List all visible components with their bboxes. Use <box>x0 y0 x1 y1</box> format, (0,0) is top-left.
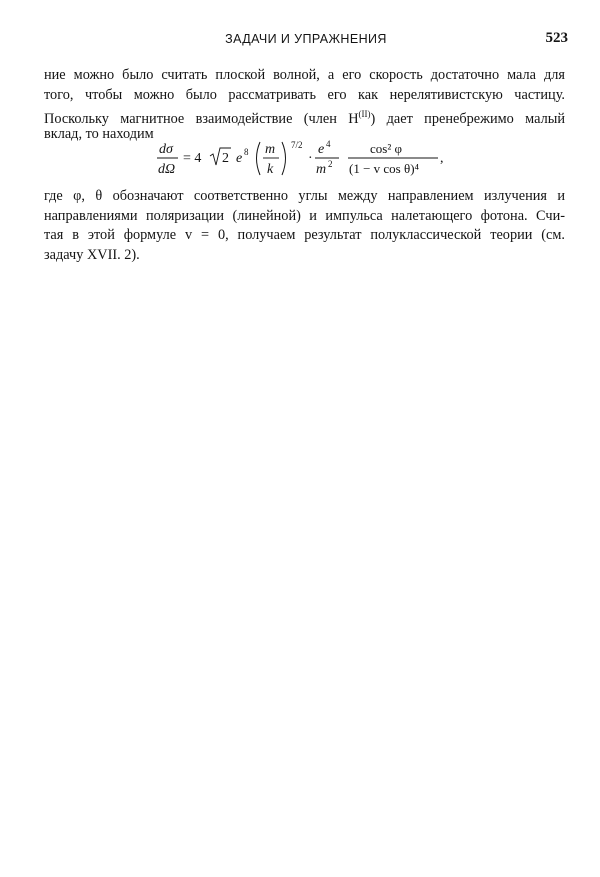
paragraph-1-line-4: вклад, то находим <box>44 125 154 142</box>
paren-exponent: 7/2 <box>291 140 303 150</box>
paragraph-1-line-3-end: ) дает пренебрежимо малый <box>370 110 565 127</box>
paragraph-1-line-1: ние можно было считать плоской волной, а его скорость достаточно мала для <box>44 67 565 83</box>
sqrt-argument: 2 <box>222 151 229 166</box>
paren-denominator: k <box>267 162 274 177</box>
running-title: ЗАДАЧИ И УПРАЖНЕНИЯ <box>225 32 387 46</box>
page-number: 523 <box>545 30 568 46</box>
e8-base: e <box>236 151 243 166</box>
hamiltonian-superscript: (II) <box>358 109 371 120</box>
formula-comma: , <box>440 151 444 166</box>
running-head <box>44 31 568 49</box>
frac2-denominator-exp: 2 <box>328 159 333 169</box>
paragraph-1-line-3-start: Поскольку магнитное взаимодействие (член H <box>44 110 359 127</box>
paragraph-2-line-1: где φ, θ обозначают соответственно углы между направлением излучения и <box>44 188 565 204</box>
formula-svg <box>156 138 456 182</box>
paragraph-2-line-2: направлениями поляризации (линейной) и импульса налетающего фотона. Счи- <box>44 207 565 224</box>
paragraph-2-line-3: тая в этой формуле v = 0, получаем результат полуклассической теории (см. <box>44 227 565 244</box>
lhs-denominator: dΩ <box>158 162 176 177</box>
frac3-denominator: (1 − v cos θ)⁴ <box>349 161 420 176</box>
cross-section-formula <box>156 138 456 182</box>
equals-four: = 4 <box>183 151 202 166</box>
multiply-dot: · <box>308 151 313 166</box>
paragraph-1-line-3 <box>44 105 565 125</box>
lhs-numerator: dσ <box>159 142 173 157</box>
paragraph-2-line-4: задачу XVII. 2). <box>44 246 140 263</box>
paren-numerator: m <box>265 142 276 157</box>
paragraph-2 <box>44 187 565 265</box>
e8-exponent: 8 <box>244 147 249 157</box>
left-paren <box>257 142 261 175</box>
frac2-numerator-base: e <box>318 142 325 157</box>
paragraph-1-line-2: того, чтобы можно было рассматривать его как нерелятивистскую частицу. <box>44 86 565 103</box>
frac2-numerator-exp: 4 <box>326 139 331 149</box>
paragraph-1 <box>44 66 565 144</box>
frac3-numerator: cos² φ <box>370 141 402 156</box>
right-paren <box>282 142 286 175</box>
frac2-denominator-base: m <box>316 162 327 177</box>
